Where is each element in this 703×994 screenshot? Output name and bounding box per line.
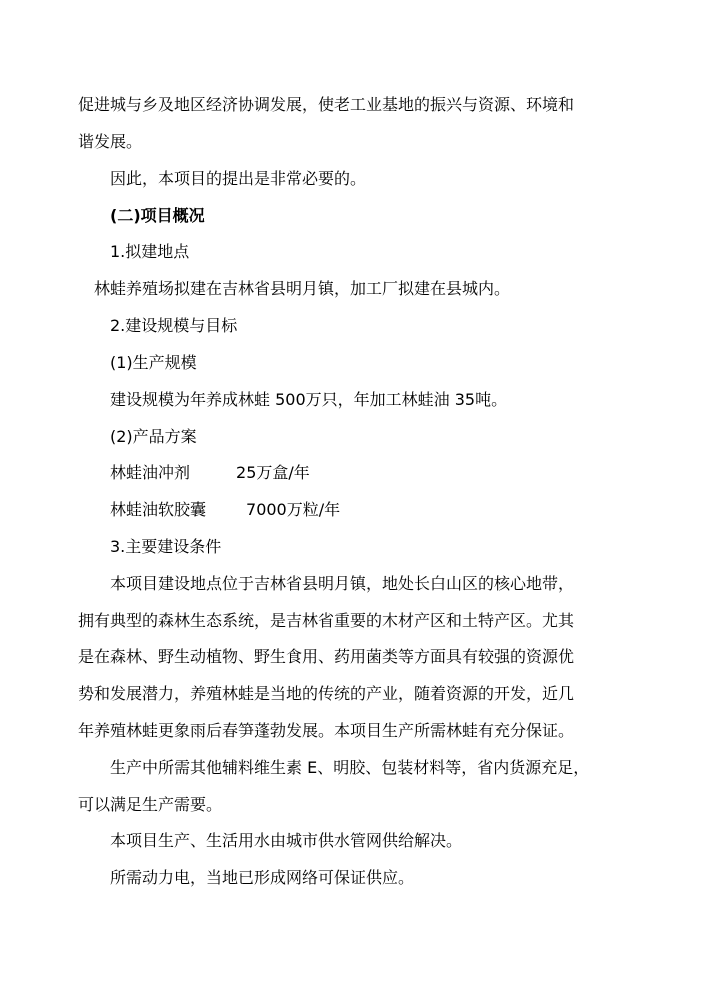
subsection-heading-production-scale: (1)生产规模 [110,353,197,372]
subsection-heading-product-plan: (2)产品方案 [110,427,197,446]
product-name: 林蛙油软胶囊 [110,500,207,519]
paragraph-line: 拥有典型的森林生态系统，是吉林省重要的木材产区和土特产区。尤其 [78,611,575,630]
paragraph-line: 谐发展。 [78,132,143,151]
subsection-heading-scale: 2.建设规模与目标 [110,316,238,335]
paragraph-line: 是在森林、野生动植物、野生食用、药用菌类等方面具有较强的资源优 [78,647,575,666]
paragraph-line: 本项目生产、生活用水由城市供水管网供给解决。 [110,831,463,850]
paragraph-line: 本项目建设地点位于吉林省县明月镇，地处长白山区的核心地带， [110,574,575,593]
product-name: 林蛙油冲剂 [110,463,191,482]
paragraph-line: 林蛙养殖场拟建在吉林省县明月镇，加工厂拟建在县城内。 [94,279,511,298]
subsection-heading-conditions: 3.主要建设条件 [110,537,222,556]
paragraph-line: 所需动力电，当地已形成网络可保证供应。 [110,868,415,887]
paragraph-line: 年养殖林蛙更象雨后春笋蓬勃发展。本项目生产所需林蛙有充分保证。 [78,721,575,740]
paragraph-line: 生产中所需其他辅料维生素 E、明胶、包装材料等，省内货源充足， [110,758,590,777]
paragraph-line: 可以满足生产需要。 [78,795,223,814]
paragraph-line: 促进城与乡及地区经济协调发展，使老工业基地的振兴与资源、环境和 [78,95,575,114]
paragraph-line: 因此，本项目的提出是非常必要的。 [110,169,367,188]
product-quantity: 7000万粒/年 [246,500,341,519]
product-row [110,500,340,520]
section-heading-overview: (二)项目概况 [110,206,205,225]
paragraph-line: 建设规模为年养成林蛙 500万只，年加工林蛙油 35吨。 [110,390,508,409]
subsection-heading-location: 1.拟建地点 [110,242,190,261]
paragraph-line: 势和发展潜力，养殖林蛙是当地的传统的产业，随着资源的开发，近几 [78,684,575,703]
product-row [110,463,310,483]
product-quantity: 25万盒/年 [236,463,310,482]
